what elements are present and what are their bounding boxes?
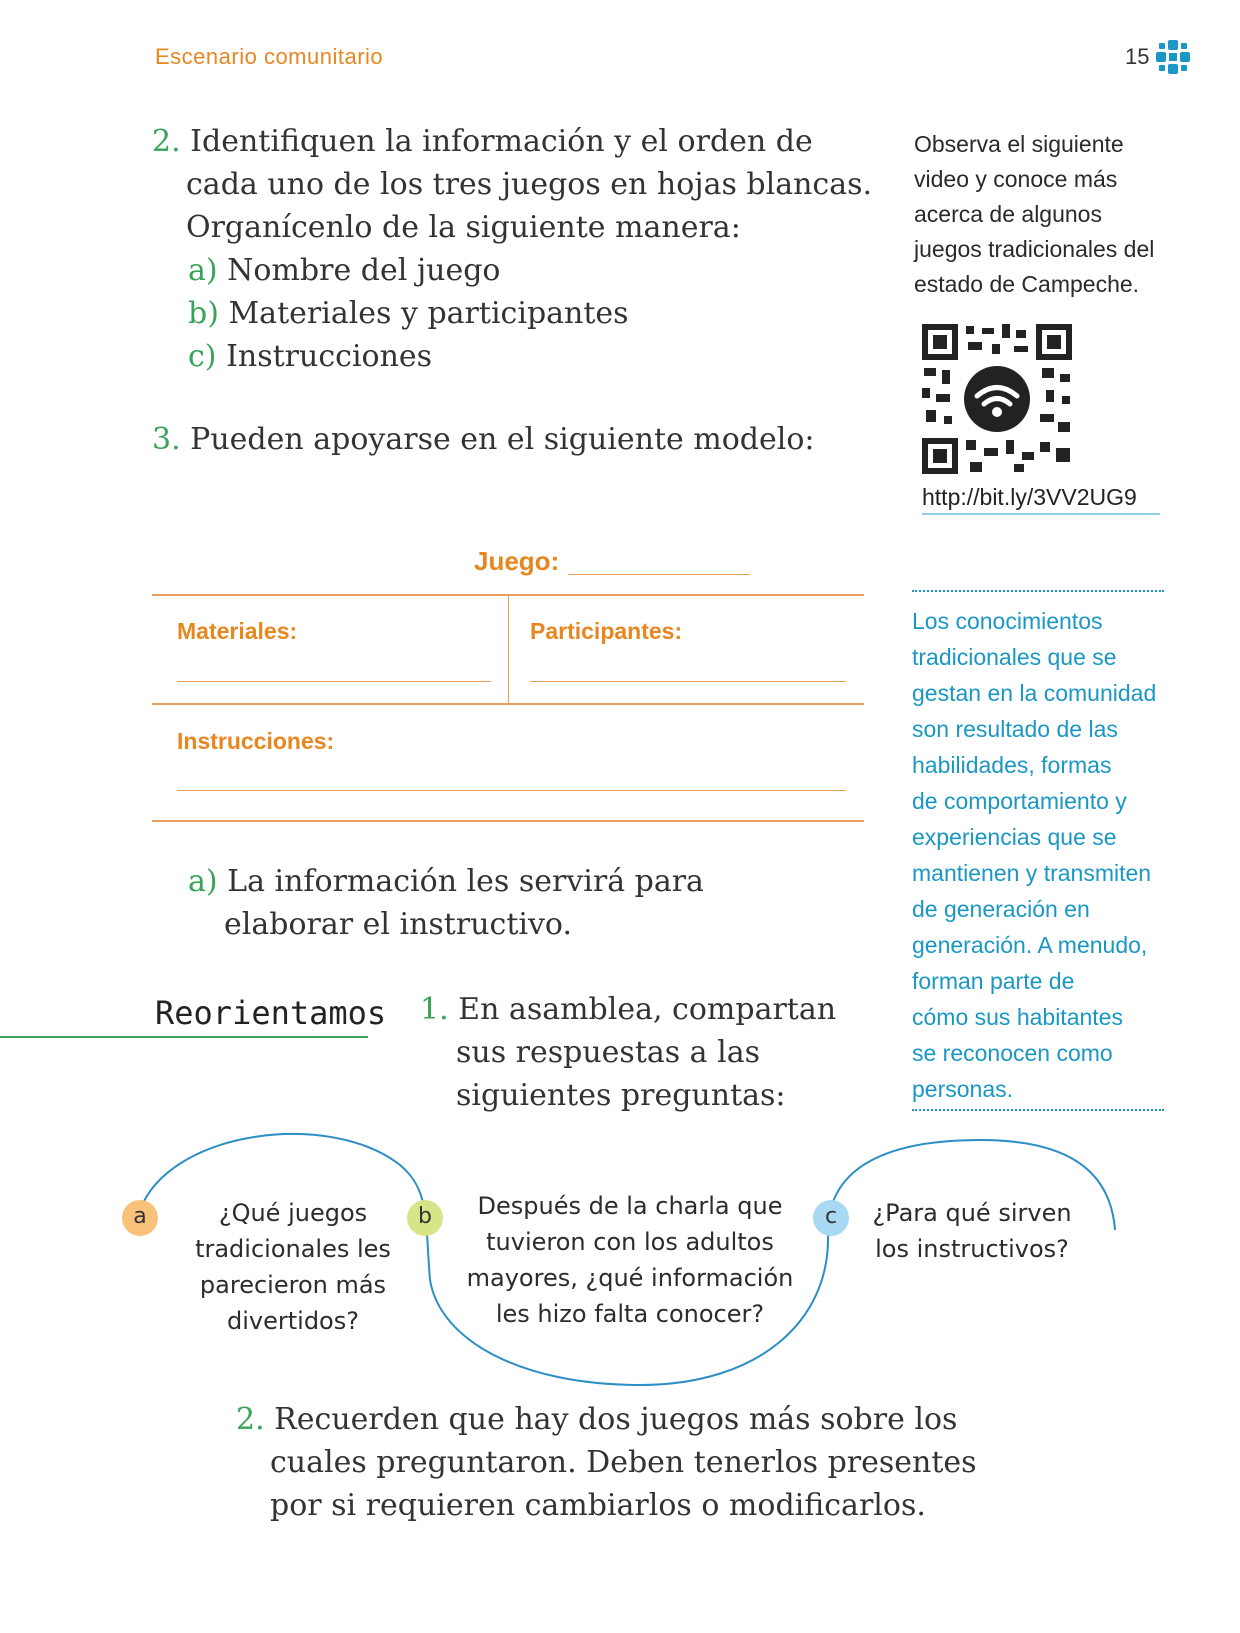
step-3: 3. Pueden apoyarse en el siguiente modelo: (152, 422, 815, 457)
list-item: b) Materiales y participantes (188, 296, 629, 331)
section-heading-reorientamos: Reorientamos (155, 994, 387, 1032)
step-2-line-3: Organícenlo de la siguiente manera: (186, 210, 741, 245)
step-2-line-2: cada uno de los tres juegos en hojas blancas. (186, 167, 873, 202)
question-b: Después de la charla que tuvieron con los adultos mayores, ¿qué información les hizo falta conocer? (466, 1192, 794, 1328)
badge-b: b (407, 1200, 443, 1236)
badge-c: c (813, 1200, 849, 1236)
juego-label: Juego: (474, 546, 560, 576)
question-c: ¿Para qué sirven los instructivos? (872, 1199, 1072, 1263)
instrucciones-label: Instrucciones: (177, 728, 335, 754)
materiales-label: Materiales: (177, 618, 298, 644)
list-item: c) Instrucciones (188, 339, 433, 374)
video-link[interactable]: http://bit.ly/3VV2UG9 (922, 484, 1160, 515)
note-a: a) La información les servirá para elaborar el instructivo. (188, 864, 704, 942)
page-number: 15 (1125, 44, 1150, 69)
participantes-label: Participantes: (530, 618, 683, 644)
step-number: 2. (152, 124, 181, 159)
list-item: a) Nombre del juego (188, 253, 501, 288)
badge-a: a (122, 1200, 158, 1236)
step-2-line-1: Identifiquen la información y el orden de (190, 124, 813, 159)
step-2-bottom: 2. Recuerden que hay dos juegos más sobre los cuales preguntaron. Deben tenerlos presentes por si requieren cambiarlos o modificarlos. (236, 1402, 977, 1523)
reorientamos-step-1: 1. En asamblea, compartan sus respuestas a las siguientes preguntas: (420, 992, 837, 1113)
question-a: ¿Qué juegos tradicionales les parecieron más divertidos? (195, 1199, 391, 1335)
sidebar-note: Los conocimientos tradicionales que se gestan en la comunidad son resultado de las habilidades, formas de comportamiento y experiencias que se mantienen y transmiten de generación en generación. A menudo, forman parte de cómo sus habitantes se reconocen como personas. (912, 608, 1157, 1102)
sidebar-video-text: Observa el siguiente video y conoce más acerca de algunos juegos tradicionales del estado de Campeche. (914, 131, 1155, 297)
section-title: Escenario comunitario (155, 44, 384, 69)
